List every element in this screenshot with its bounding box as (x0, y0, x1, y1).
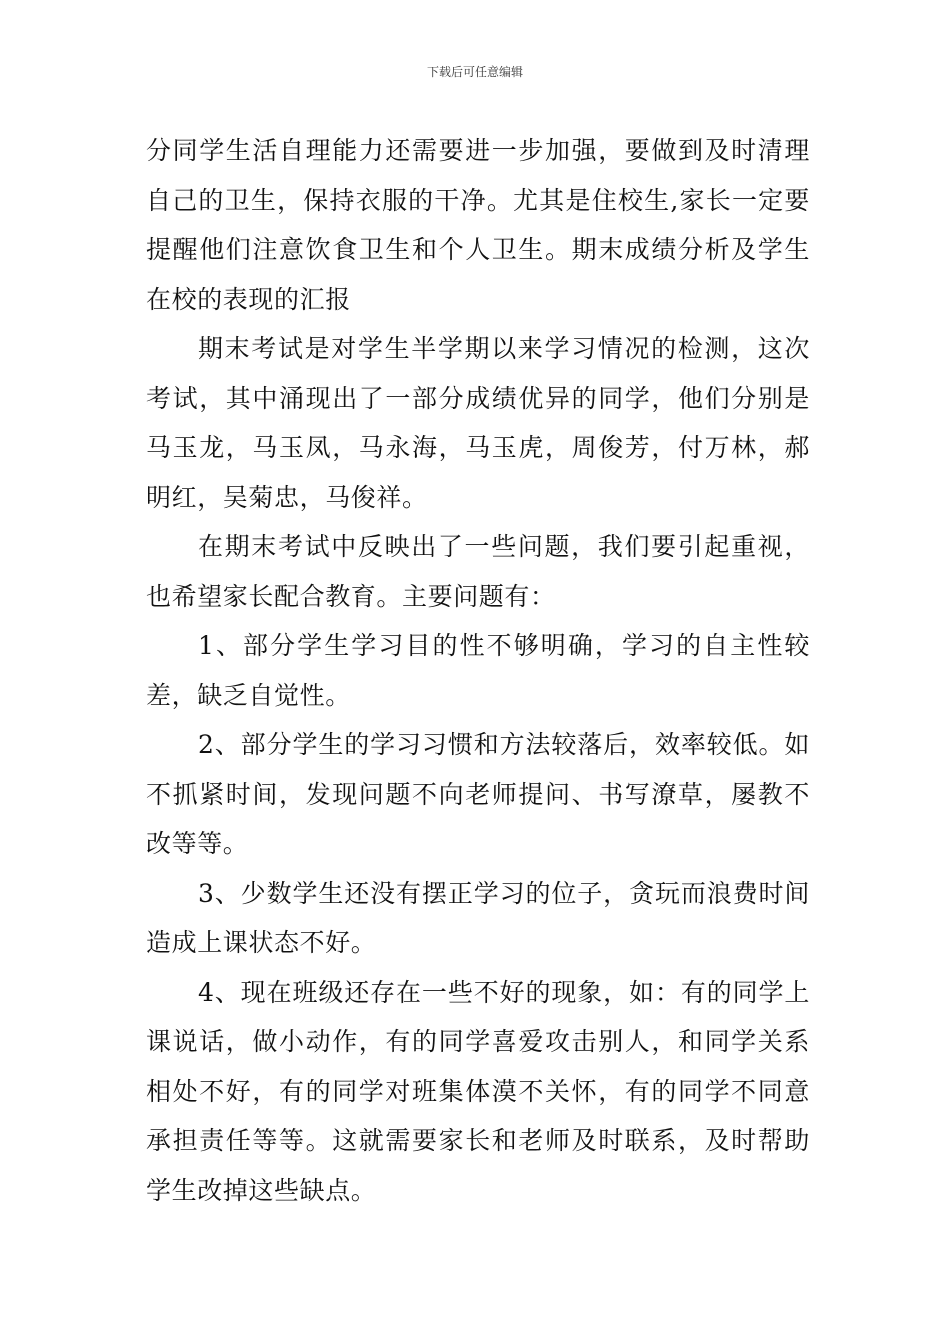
paragraph-problem-1: 1、部分学生学习目的性不够明确，学习的自主性较差，缺乏自觉性。 (146, 631, 810, 710)
paragraph-continuation: 分同学生活自理能力还需要进一步加强，要做到及时清理自己的卫生，保持衣服的干净。尤其是住校生,家长一定要提醒他们注意饮食卫生和个人卫生。期末成绩分析及学生在校的表现的汇报 (146, 136, 810, 314)
page-header: 下载后可任意编辑 (426, 65, 523, 79)
paragraph-problem-4: 4、现在班级还存在一些不好的现象，如：有的同学上课说话，做小动作，有的同学喜爱攻击别人，和同学关系相处不好，有的同学对班集体漠不关怀，有的同学不同意承担责任等等。这就需要家长和老师及时联系，及时帮助学生改掉这些缺点。 (146, 977, 810, 1205)
paragraph-exam-overview: 期末考试是对学生半学期以来学习情况的检测，这次考试，其中涌现出了一部分成绩优异的同学，他们分别是马玉龙，马玉凤，马永海，马玉虎，周俊芳，付万林，郝明红，吴菊忠，马俊祥。 (146, 334, 810, 512)
paragraph-problem-3: 3、少数学生还没有摆正学习的位子，贪玩而浪费时间造成上课状态不好。 (146, 878, 810, 957)
paragraph-problem-2: 2、部分学生的学习习惯和方法较落后，效率较低。如不抓紧时间，发现问题不向老师提问、书写潦草，屡教不改等等。 (146, 730, 810, 858)
document-body (146, 126, 810, 1215)
paragraph-problems-intro: 在期末考试中反映出了一些问题，我们要引起重视，也希望家长配合教育。主要问题有： (146, 532, 810, 611)
